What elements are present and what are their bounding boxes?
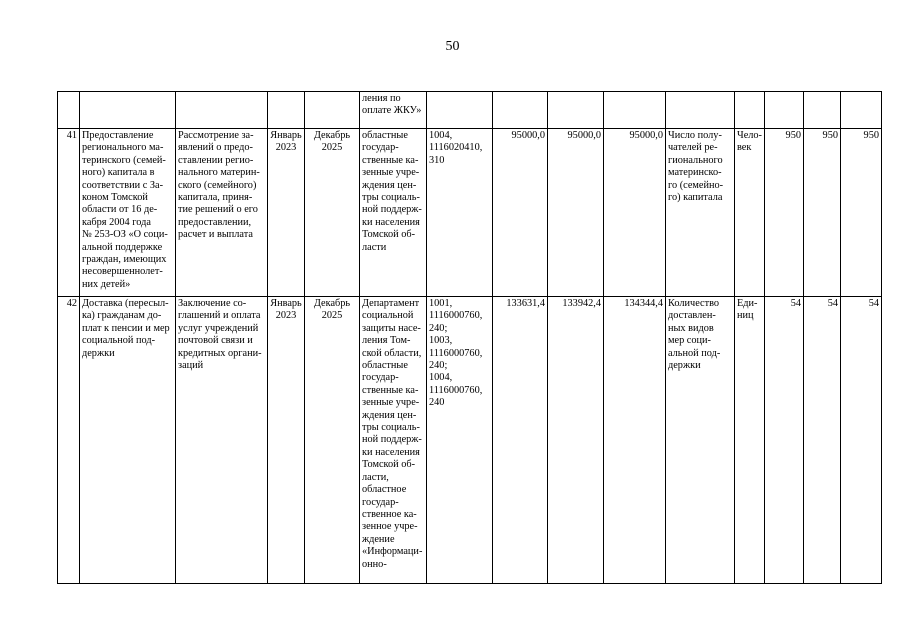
cell-measure-content [176,92,268,129]
cell-line: онно- [362,558,387,570]
cell-line: Январь [270,130,302,141]
cell-line: 2025 [321,142,343,154]
cell-line: 1116020410, [429,142,483,154]
cell-line: соответствии с За- [82,179,164,191]
cell-row-number: 42 [58,297,80,584]
cell-line: № 253-ОЗ «О соци- [82,229,168,241]
cell-line: 2023 [275,142,297,154]
program-table [57,91,882,584]
cell-end-date [305,129,360,297]
cell-line: почтовой связи и [178,335,253,347]
cell-line: кабря 2004 года [82,216,151,228]
cell-amount-2025: 134344,4 [604,297,666,584]
cell-line: плат к пенсии и мер [82,322,170,334]
cell-line: «Информаци- [362,546,423,558]
cell-line: ки населения [362,216,420,228]
cell-executor [360,297,427,584]
cell-line: государ- [362,372,399,384]
cell-amount-2024 [548,92,604,129]
cell-line: Количество [668,298,720,309]
cell-indicator-2023 [765,92,804,129]
cell-line: заций [178,360,204,372]
cell-line: ки населения [362,446,420,458]
cell-line: ниц [737,310,754,322]
cell-line: ской области, [362,347,422,359]
cell-line: государ- [362,142,399,154]
cell-line: 2025 [321,310,343,322]
cell-indicator-name [666,129,735,297]
cell-start-date [268,129,305,297]
cell-line: зенные учре- [362,167,420,179]
cell-line: гионального [668,154,723,166]
cell-indicator-2025: 950 [841,129,882,297]
cell-line: областное [362,484,407,496]
cell-line: материнско- [668,167,722,179]
cell-line: век [737,142,752,154]
cell-line: 240; [429,360,448,372]
cell-line: 1004, [429,130,453,141]
cell-line: областные [362,360,408,372]
cell-indicator-2025 [841,92,882,129]
cell-line: услуг учреждений [178,322,259,334]
cell-line: тры социаль- [362,422,420,434]
cell-line: нального материн- [178,167,260,179]
cell-line: ной поддерж- [362,434,422,446]
cell-line: Чело- [737,130,762,141]
cell-line: предоставлении, [178,216,252,228]
page-number: 50 [445,39,460,54]
cell-line: ласти, [362,471,389,483]
cell-line: ка) гражданам до- [82,310,162,322]
cell-indicator-2024: 54 [804,297,841,584]
cell-line: Департамент [362,298,420,309]
cell-line: чателей ре- [668,142,718,154]
cell-indicator-name [666,92,735,129]
cell-executor [360,129,427,297]
cell-line: ждения цен- [362,409,417,421]
cell-line: теринского (семей- [82,154,166,166]
cell-line: Январь [270,298,302,309]
cell-line: зенное учре- [362,521,418,533]
cell-indicator-2024 [804,92,841,129]
cell-indicator-2024: 950 [804,129,841,297]
cell-start-date [268,297,305,584]
cell-line: Томской об- [362,459,416,471]
cell-row-number: 41 [58,129,80,297]
cell-line: альной поддержке [82,241,163,253]
cell-line: тие решений о его [178,204,258,216]
cell-line: ласти [362,241,387,253]
cell-line: Доставка (пересыл- [82,298,169,309]
cell-amount-2025 [604,92,666,129]
cell-line: ления Том- [362,335,411,347]
cell-line: 1003, [429,335,453,347]
cell-budget-code [427,297,493,584]
cell-line: оплате ЖКУ» [362,105,422,117]
cell-line: зенные учре- [362,397,420,409]
cell-line: ления по [362,93,401,104]
cell-amount-2024: 133942,4 [548,297,604,584]
cell-line: областные [362,130,408,141]
cell-measure-content [176,297,268,584]
cell-line: капитала, приня- [178,192,253,204]
cell-line: Еди- [737,298,758,309]
cell-indicator-2025: 54 [841,297,882,584]
cell-line: социальной [362,310,414,322]
cell-line: ного) капитала в [82,167,155,179]
cell-line: Число полу- [668,130,722,141]
cell-line: Декабрь [313,298,351,309]
cell-line: Заключение со- [178,298,247,309]
cell-line: ной поддерж- [362,204,422,216]
cell-line: социальной под- [82,335,156,347]
table-row [58,92,882,129]
cell-line: ственные ка- [362,384,419,396]
cell-line: граждан, имеющих [82,254,167,266]
cell-line: ждение [362,533,395,545]
cell-line: держки [82,347,115,359]
cell-line: тры социаль- [362,192,420,204]
cell-amount-2025: 95000,0 [604,129,666,297]
cell-line: 1116000760, [429,310,483,322]
cell-line: области от 16 де- [82,204,158,216]
cell-line: Предоставление [82,130,154,141]
cell-line: ждения цен- [362,179,417,191]
cell-line: ского (семейного) [178,179,257,191]
cell-line: 1004, [429,372,453,384]
cell-line: Декабрь [313,130,351,141]
cell-line: ставлении регио- [178,154,254,166]
cell-line: кредитных органи- [178,347,262,359]
cell-line: 1116000760, [429,347,483,359]
cell-indicator-2023: 54 [765,297,804,584]
cell-line: альной под- [668,347,721,359]
cell-amount-2023: 95000,0 [493,129,548,297]
cell-end-date [305,297,360,584]
cell-budget-code [427,92,493,129]
cell-line: регионального ма- [82,142,164,154]
cell-amount-2023: 133631,4 [493,297,548,584]
cell-line: ственное ка- [362,508,417,520]
cell-measure-name [80,297,176,584]
cell-line: доставлен- [668,310,716,322]
table-row [58,297,882,584]
cell-indicator-2023: 950 [765,129,804,297]
table-row [58,129,882,297]
cell-line: 240; [429,322,448,334]
cell-amount-2024: 95000,0 [548,129,604,297]
cell-line: 310 [429,154,445,166]
cell-unit [735,297,765,584]
cell-line: государ- [362,496,399,508]
cell-line: Рассмотрение за- [178,130,254,141]
cell-measure-name [80,92,176,129]
cell-line: 1001, [429,298,453,309]
cell-line: держки [668,360,701,372]
cell-end-date [305,92,360,129]
cell-line: ственные ка- [362,154,419,166]
cell-start-date [268,92,305,129]
cell-unit [735,92,765,129]
cell-line: го) капитала [668,192,723,204]
cell-line: защиты насе- [362,322,421,334]
cell-line: 240 [429,397,445,409]
cell-line: 1116000760, [429,384,483,396]
cell-amount-2023 [493,92,548,129]
cell-executor [360,92,427,129]
cell-line: расчет и выплата [178,229,253,241]
cell-budget-code [427,129,493,297]
cell-line: явлений о предо- [178,142,253,154]
cell-line: коном Томской [82,192,148,204]
cell-row-number [58,92,80,129]
cell-line: мер соци- [668,335,711,347]
cell-line: 2023 [275,310,297,322]
cell-line: глашений и оплата [178,310,261,322]
cell-measure-name [80,129,176,297]
cell-line: го (семейно- [668,179,724,191]
cell-measure-content [176,129,268,297]
cell-unit [735,129,765,297]
cell-indicator-name [666,297,735,584]
cell-line: несовершеннолет- [82,266,163,278]
cell-line: ных видов [668,322,714,334]
cell-line: них детей» [82,278,131,290]
cell-line: Томской об- [362,229,416,241]
